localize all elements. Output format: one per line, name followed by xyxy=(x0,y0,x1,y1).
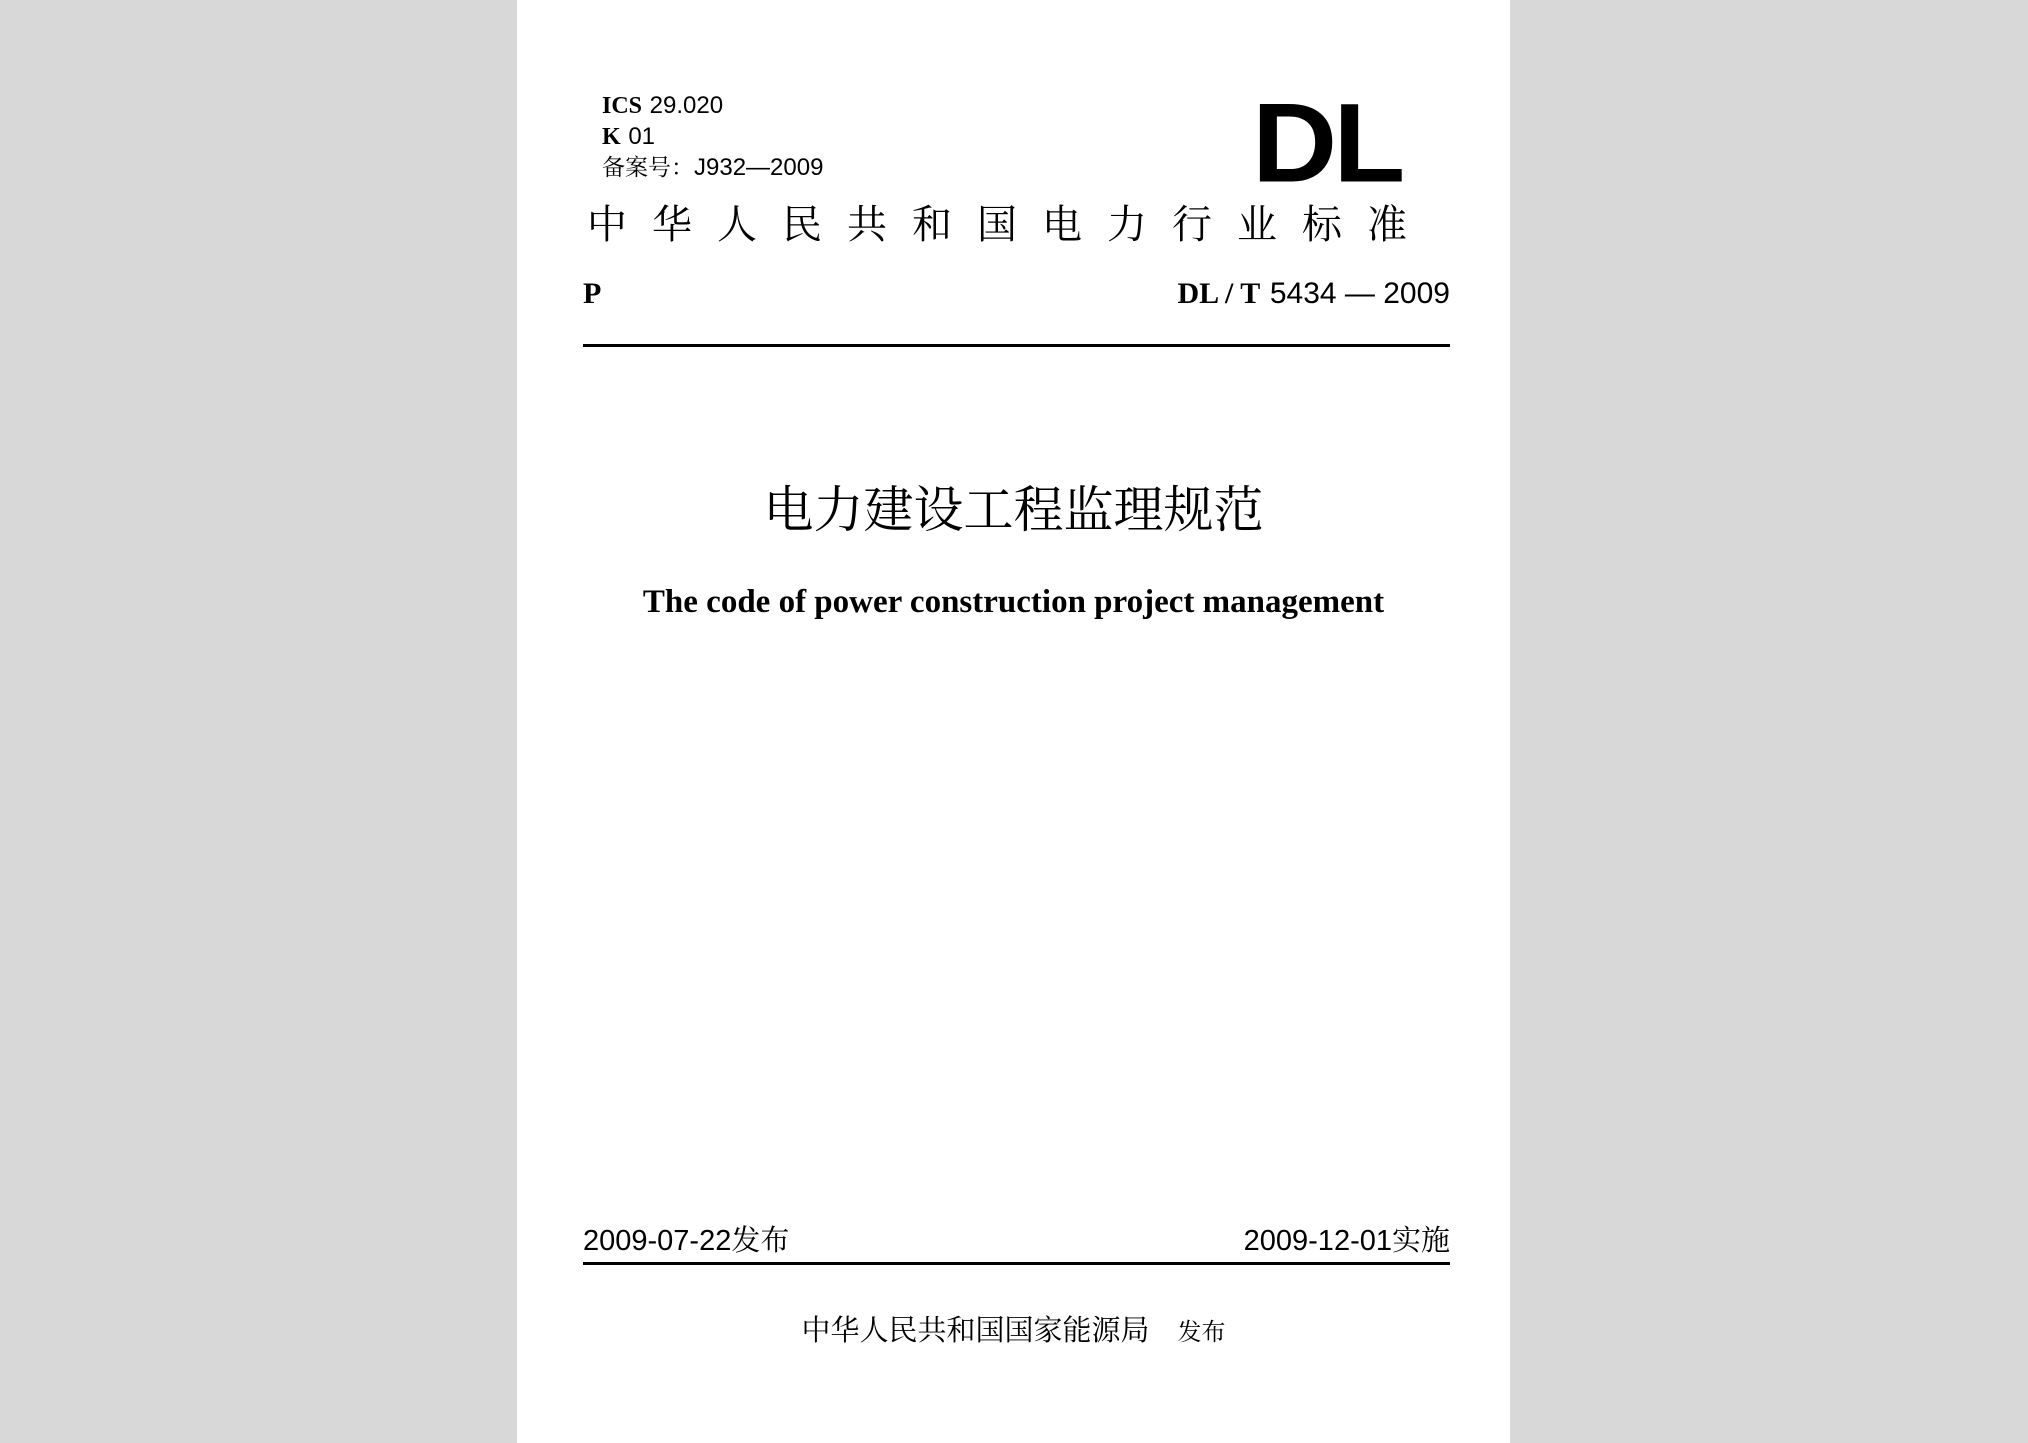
document-page xyxy=(517,0,1510,1443)
classification-block xyxy=(602,90,823,183)
record-value: J932—2009 xyxy=(694,154,824,181)
publish-label: 发布 xyxy=(731,1223,790,1257)
dates-row xyxy=(583,1222,1450,1260)
standard-org-title: 中华人民共和国电力行业标准 xyxy=(587,202,1432,248)
issuer-action: 发布 xyxy=(1177,1318,1226,1346)
effective-date xyxy=(1244,1222,1450,1259)
title-english: The code of power construction project management xyxy=(642,584,1385,620)
effective-label: 实施 xyxy=(1391,1223,1450,1257)
code-row xyxy=(583,275,1450,315)
standard-code-prefix: DL / T xyxy=(1177,277,1261,310)
class-line xyxy=(602,121,823,152)
category-letter: P xyxy=(583,277,602,310)
issuer-organization: 中华人民共和国国家能源局 xyxy=(801,1313,1150,1347)
dl-logo: DL xyxy=(1252,80,1402,207)
bottom-divider xyxy=(583,1262,1450,1265)
class-value: 01 xyxy=(628,123,656,150)
ics-label: ICS xyxy=(602,93,643,119)
issuer-line xyxy=(517,1310,1510,1352)
effective-date-value: 2009-12-01 xyxy=(1243,1225,1392,1257)
title-chinese: 电力建设工程监理规范 xyxy=(763,481,1264,539)
standard-code xyxy=(1177,275,1450,313)
ics-value: 29.020 xyxy=(649,92,724,119)
top-divider xyxy=(583,344,1450,347)
record-label: 备案号： xyxy=(602,155,694,181)
ics-line xyxy=(602,90,823,121)
class-label: K xyxy=(602,124,621,150)
standard-code-number: 5434 — 2009 xyxy=(1269,277,1450,310)
record-line xyxy=(602,152,823,183)
publish-date xyxy=(583,1222,789,1259)
publish-date-value: 2009-07-22 xyxy=(583,1225,732,1257)
